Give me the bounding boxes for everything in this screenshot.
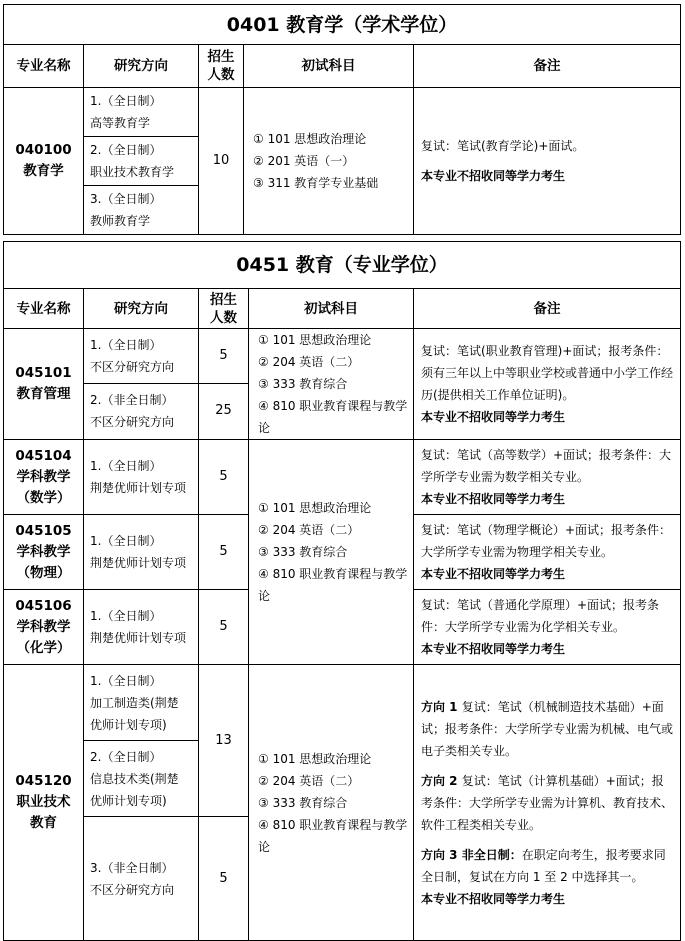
major-name: 教育 xyxy=(30,815,57,831)
direction-line: 3.（非全日制） xyxy=(90,860,174,875)
direction-line: 优师计划专项) xyxy=(90,717,167,732)
subject-line: ② 204 英语（二） xyxy=(258,523,360,537)
enroll-count: 5 xyxy=(199,329,249,384)
major-code: 040100 xyxy=(15,142,72,158)
direction-cell xyxy=(84,329,199,384)
subject-line: ④ 810 职业教育课程与教学论 xyxy=(258,399,408,435)
direction-line: 1.（全日制） xyxy=(90,609,162,623)
note-bold: 本专业不招收同等学力考生 xyxy=(421,891,566,906)
header-direction: 研究方向 xyxy=(84,45,199,88)
exam-subjects xyxy=(244,88,414,235)
major-code: 045105 xyxy=(15,522,72,539)
direction-line: 1.（全日制） xyxy=(90,534,162,548)
major-cell xyxy=(4,88,84,235)
exam-subjects xyxy=(249,440,414,665)
major-name: 学科教学 xyxy=(16,543,71,560)
header-subjects: 初试科目 xyxy=(244,45,414,88)
major-cell xyxy=(4,329,84,440)
enroll-count: 5 xyxy=(199,515,249,590)
direction-line: 3.（全日制） xyxy=(90,192,162,206)
header-enroll xyxy=(199,289,249,329)
direction-line: 不区分研究方向 xyxy=(90,359,175,374)
header-enroll-line1: 招生 xyxy=(207,49,235,65)
direction-line: 1.（全日制） xyxy=(90,337,162,352)
subject-line: ③ 333 教育综合 xyxy=(258,377,348,391)
subject-line: ① 101 思想政治理论 xyxy=(258,333,372,347)
note-text: 复试：笔试（机械制造技术基础）+面试；报考条件：大学所学专业需为机械、电气或电子类相关专业。 xyxy=(421,699,674,758)
notes-cell xyxy=(414,665,681,941)
major-cell xyxy=(4,515,84,590)
direction-line: 1.（全日制） xyxy=(90,459,162,473)
table-0451 xyxy=(3,241,681,941)
direction-cell xyxy=(84,383,199,439)
direction-cell xyxy=(84,741,199,817)
note-bold: 本专业不招收同等学力考生 xyxy=(421,492,566,506)
header-major: 专业名称 xyxy=(4,289,84,329)
note-text: 复试：笔试(教育学论)+面试。 xyxy=(421,139,585,153)
enroll-count: 5 xyxy=(199,440,249,515)
header-enroll-line1: 招生 xyxy=(210,291,237,308)
direction-line: 信息技术类(荆楚 xyxy=(90,771,179,786)
exam-subjects xyxy=(249,665,414,941)
note-bold: 本专业不招收同等学力考生 xyxy=(421,567,566,581)
header-enroll xyxy=(199,45,244,88)
direction-line: 荆楚优师计划专项 xyxy=(90,556,187,570)
note-text: 复试：笔试（计算机基础）+面试；报考条件：大学所学专业需为计算机、教育技术、软件工程类相关专业。 xyxy=(421,773,674,832)
note-bold: 方向 2 xyxy=(421,773,462,788)
notes-cell xyxy=(414,88,681,235)
enroll-count: 25 xyxy=(199,383,249,439)
notes-cell xyxy=(414,440,681,515)
direction-cell xyxy=(84,440,199,515)
note-paragraph xyxy=(421,770,675,836)
subject-line: ③ 333 教育综合 xyxy=(258,545,348,559)
note-text: 复试：笔试（普通化学原理）+面试；报考条件：大学所学专业需为化学相关专业。 xyxy=(421,598,660,634)
header-notes: 备注 xyxy=(414,45,681,88)
note-text: 复试：笔试（高等数学）+面试；报考条件：大学所学专业需为数学相关专业。 xyxy=(421,448,672,484)
notes-cell xyxy=(414,329,681,440)
note-paragraph xyxy=(421,696,675,762)
enroll-count: 10 xyxy=(199,88,244,235)
direction-line: 1.（全日制） xyxy=(90,673,162,688)
major-name: 教育管理 xyxy=(16,386,71,402)
header-major: 专业名称 xyxy=(4,45,84,88)
direction-cell xyxy=(84,186,199,235)
major-name: 教育学 xyxy=(23,163,64,179)
direction-cell xyxy=(84,515,199,590)
notes-cell xyxy=(414,515,681,590)
header-enroll-line2: 人数 xyxy=(207,67,235,83)
major-name: 学科教学 xyxy=(16,468,71,485)
note-bold: 方向 3 非全日制： xyxy=(421,847,522,862)
note-text: 在职定向考生，报考要求同全日制，复试在方向 1 至 2 中选择其一。 xyxy=(421,847,666,884)
header-direction: 研究方向 xyxy=(84,289,199,329)
direction-cell xyxy=(84,88,199,137)
subject-line: ③ 311 教育学专业基础 xyxy=(253,176,379,190)
direction-line: 职业技术教育学 xyxy=(90,165,175,179)
subject-line: ① 101 思想政治理论 xyxy=(258,751,372,766)
major-name: （化学） xyxy=(16,639,71,656)
direction-line: 荆楚优师计划专项 xyxy=(90,481,187,495)
note-bold: 方向 1 xyxy=(421,699,462,714)
direction-cell xyxy=(84,665,199,741)
major-code: 045120 xyxy=(15,773,72,789)
major-cell xyxy=(4,665,84,941)
major-code: 045101 xyxy=(15,365,72,381)
table-title: 0451 教育（专业学位） xyxy=(4,242,681,289)
table-0401 xyxy=(3,4,681,235)
major-cell xyxy=(4,590,84,665)
direction-line: 荆楚优师计划专项 xyxy=(90,631,187,645)
header-enroll-line2: 人数 xyxy=(210,309,237,326)
note-text: 复试：笔试(职业教育管理)+面试；报考条件：须有三年以上中等职业学校或普通中小学工作经历(提供相关工作单位证明)。 xyxy=(421,344,674,402)
direction-cell xyxy=(84,137,199,186)
major-name: （物理） xyxy=(16,564,71,581)
direction-line: 2.（全日制） xyxy=(90,143,162,157)
enroll-count: 5 xyxy=(199,590,249,665)
subject-line: ② 201 英语（一） xyxy=(253,154,355,168)
direction-cell xyxy=(84,590,199,665)
subject-line: ② 204 英语（二） xyxy=(258,355,360,369)
subject-line: ③ 333 教育综合 xyxy=(258,795,348,810)
note-bold: 本专业不招收同等学力考生 xyxy=(421,169,566,183)
notes-cell xyxy=(414,590,681,665)
major-name: （数学） xyxy=(16,489,71,506)
note-bold: 本专业不招收同等学力考生 xyxy=(421,410,566,424)
note-text: 复试：笔试（物理学概论）+面试；报考条件：大学所学专业需为物理学相关专业。 xyxy=(421,523,672,559)
note-paragraph xyxy=(421,844,675,888)
major-cell xyxy=(4,440,84,515)
direction-line: 2.（全日制） xyxy=(90,749,162,764)
note-bold: 本专业不招收同等学力考生 xyxy=(421,642,566,656)
major-name: 职业技术 xyxy=(16,794,71,810)
exam-subjects xyxy=(249,329,414,440)
direction-line: 加工制造类(荆楚 xyxy=(90,695,179,710)
header-subjects: 初试科目 xyxy=(249,289,414,329)
direction-line: 教师教育学 xyxy=(90,214,151,228)
direction-line: 不区分研究方向 xyxy=(90,415,175,430)
subject-line: ① 101 思想政治理论 xyxy=(258,501,372,515)
enroll-count: 13 xyxy=(199,665,249,817)
header-notes: 备注 xyxy=(414,289,681,329)
direction-line: 不区分研究方向 xyxy=(90,882,175,897)
subject-line: ② 204 英语（二） xyxy=(258,773,360,788)
subject-line: ④ 810 职业教育课程与教学论 xyxy=(258,567,408,603)
major-code: 045104 xyxy=(15,447,72,464)
major-name: 学科教学 xyxy=(16,618,71,635)
direction-line: 优师计划专项) xyxy=(90,793,167,808)
subject-line: ① 101 思想政治理论 xyxy=(253,132,367,146)
enroll-count: 5 xyxy=(199,817,249,941)
direction-line: 高等教育学 xyxy=(90,116,151,130)
direction-line: 2.（非全日制） xyxy=(90,393,174,408)
direction-line: 1.（全日制） xyxy=(90,94,162,108)
major-code: 045106 xyxy=(15,597,72,614)
direction-cell xyxy=(84,817,199,941)
subject-line: ④ 810 职业教育课程与教学论 xyxy=(258,817,408,854)
table-title: 0401 教育学（学术学位） xyxy=(4,5,681,45)
